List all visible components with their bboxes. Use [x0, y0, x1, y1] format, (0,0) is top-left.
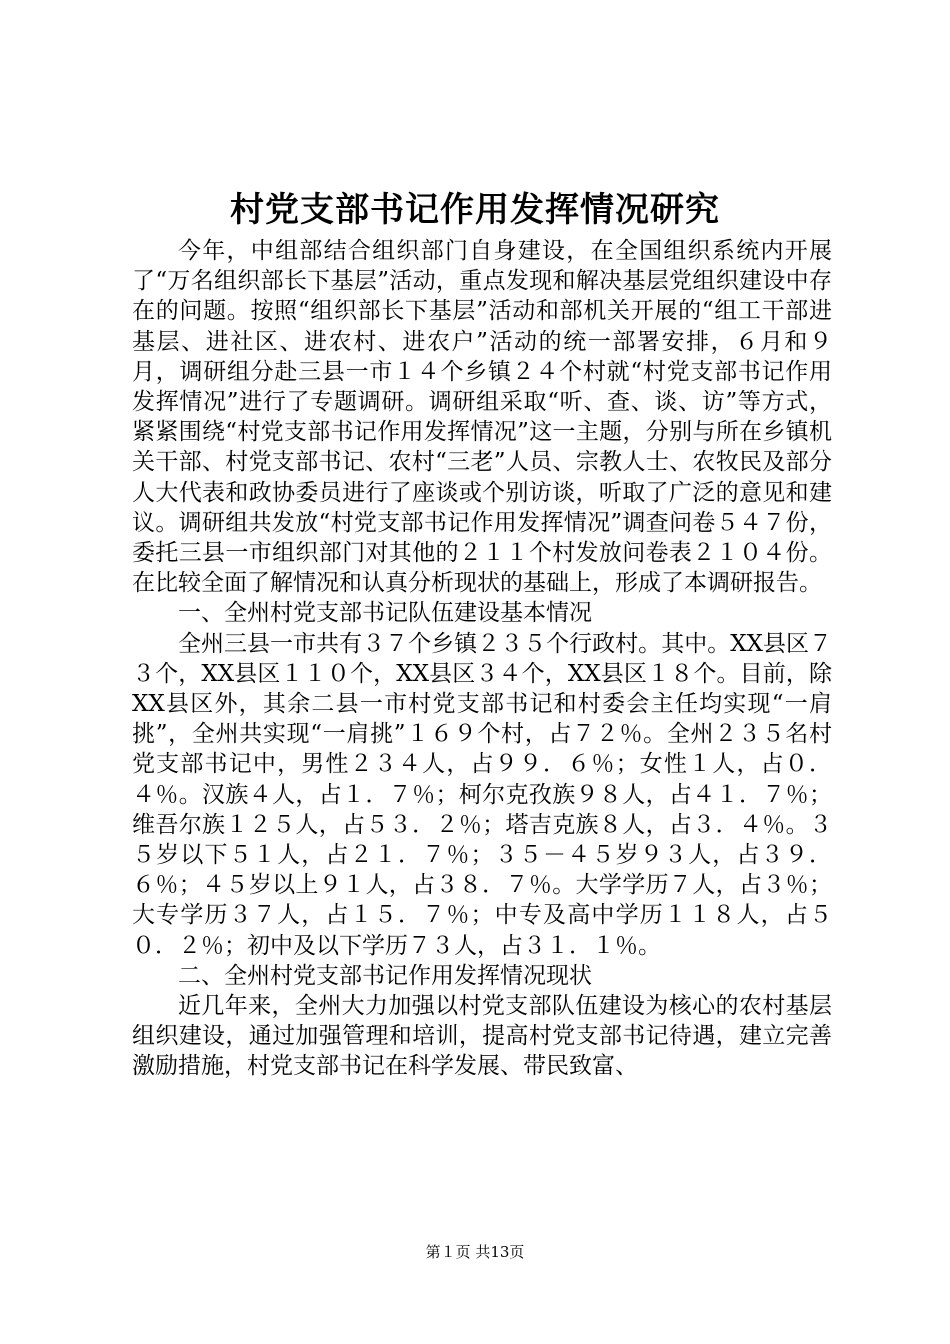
paragraph-intro: 今年，中组部结合组织部门自身建设，在全国组织系统内开展了“万名组织部长下基层”活动，重点发现和解决基层党组织建设中存在的问题。按照“组织部长下基层”活动和部机关开展的“组工干部进基层、进社区、进农村、进农户”活动的统一部署安排，６月和９月，调研组分赴三县一市１４个乡镇２４个村就“村党支部书记作用发挥情况”进行了专题调研。调研组采取“听、查、谈、访”等方式，紧紧围绕“村党支部书记作用发挥情况”这一主题，分别与所在乡镇机关干部、村党支部书记、农村“三老”人员、宗教人士、农牧民及部分人大代表和政协委员进行了座谈或个别访谈，听取了广泛的意见和建议。调研组共发放“村党支部书记作用发挥情况”调查问卷５４７份，委托三县一市组织部门对其他的２１１个村发放问卷表２１０４份。在比较全面了解情况和认真分析现状的基础上，形成了本调研报告。 — [132, 238, 832, 597]
section-heading-1: 一、全州村党支部书记队伍建设基本情况 — [178, 600, 592, 627]
paragraph-current-status: 近几年来，全州大力加强以村党支部队伍建设为核心的农村基层组织建设，通过加强管理和培训，提高村党支部书记待遇，建立完善激励措施，村党支部书记在科学发展、带民致富、 — [132, 993, 832, 1080]
document-title: 村党支部书记作用发挥情况研究 — [230, 190, 720, 230]
section-heading-2: 二、全州村党支部书记作用发挥情况现状 — [178, 962, 592, 989]
paragraph-basic-situation: 全州三县一市共有３７个乡镇２３５个行政村。其中。XX县区７３个，XX县区１１０个，XX县区３４个，XX县区１８个。目前，除XX县区外，其余二县一市村党支部书记和村委会主任均实现“一肩挑”，全州共实现“一肩挑”１６９个村，占７２％。全州２３５名村党支部书记中，男性２３４人，占９９．６％；女性１人，占０．４％。汉族４人，占１．７％；柯尔克孜族９８人，占４１．７％；维吾尔族１２５人，占５３．２％；塔吉克族８人，占３．４％。３５岁以下５１人，占２１．７％；３５－４５岁９３人，占３９．６％；４５岁以上９１人，占３８．７％。大学学历７人，占３％；大专学历３７人，占１５．７％；中专及高中学历１１８人，占５０．２％；初中及以下学历７３人，占３１．１％。 — [132, 630, 832, 959]
page-number-footer: 第１页 共13页 — [425, 1243, 525, 1261]
document-body — [132, 236, 832, 1082]
